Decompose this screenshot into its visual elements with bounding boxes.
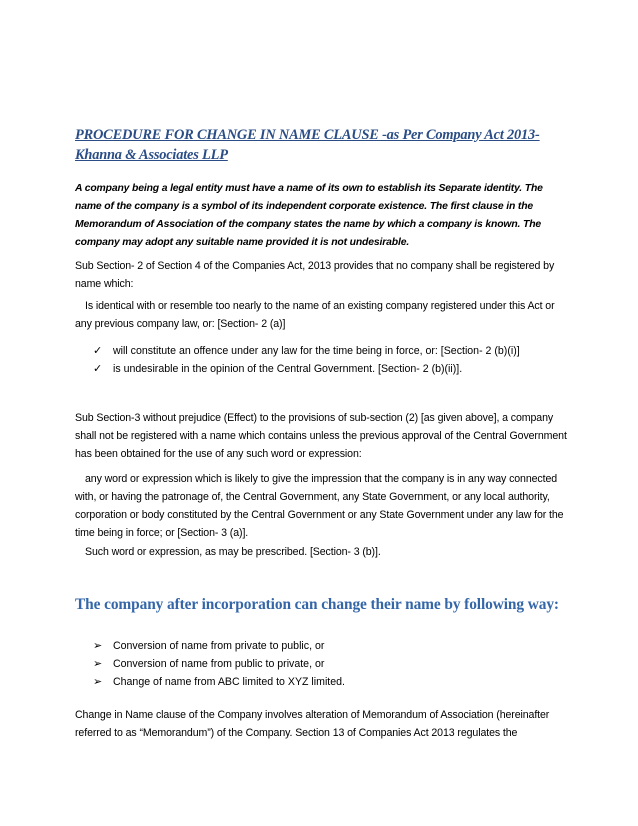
- arrow-list-item: [93, 673, 573, 691]
- checkmark-icon: ✓: [93, 363, 103, 375]
- arrow-bullet-icon: ➢: [93, 676, 103, 688]
- check-list: [93, 342, 573, 378]
- arrow-item-text: Change of name from ABC limited to XYZ limited.: [113, 676, 345, 688]
- arrow-list-item: [93, 637, 573, 655]
- arrow-item-text: Conversion of name from public to private, or: [113, 658, 325, 670]
- arrow-bullet-icon: ➢: [93, 658, 103, 670]
- check-list-item: [93, 360, 573, 378]
- paragraph-identical-name: Is identical with or resemble too nearly to the name of an existing company registered under this Act or any previous company law, or: [Section- 2 (a)]: [75, 300, 555, 330]
- arrow-item-text: Conversion of name from private to public, or: [113, 640, 325, 652]
- paragraph-name-clause: Change in Name clause of the Company involves alteration of Memorandum of Association (hereinafter referred to as “Memorandum”) of the Company. Section 13 of Companies Act 2013 regulates the: [75, 709, 550, 739]
- check-list-item: [93, 342, 573, 360]
- document-title: PROCEDURE FOR CHANGE IN NAME CLAUSE -as Per Company Act 2013- Khanna & Associates LLP: [75, 127, 540, 163]
- paragraph-word-expression: any word or expression which is likely to give the impression that the company is in any way connected with, or having the patronage of, the Central Government, any State Government, or any local authority, corporation or body constituted by the Central Government or any State Government under any law for the time being in force; or [Section- 3 (a)].: [75, 473, 564, 539]
- paragraph-subsection-2: Sub Section- 2 of Section 4 of the Companies Act, 2013 provides that no company shall be registered by name which:: [75, 260, 555, 290]
- arrow-bullet-icon: ➢: [93, 640, 103, 652]
- check-item-text: is undesirable in the opinion of the Central Government. [Section- 2 (b)(ii)].: [113, 363, 463, 375]
- arrow-list: [93, 637, 573, 691]
- check-item-text: will constitute an offence under any law for the time being in force, or: [Section- 2 (b)(i)]: [113, 345, 520, 357]
- arrow-list-item: [93, 655, 573, 673]
- section-heading: The company after incorporation can change their name by following way:: [75, 596, 559, 613]
- checkmark-icon: ✓: [93, 345, 103, 357]
- paragraph-prescribed: Such word or expression, as may be prescribed. [Section- 3 (b)].: [85, 546, 381, 558]
- intro-paragraph: A company being a legal entity must have a name of its own to establish its Separate identity. The name of the company is a symbol of its independent corporate existence. The first clause in the Memorandum of Association of the company states the name by which a company is known. The company may adopt any suitable name provided it is not undesirable.: [75, 183, 543, 248]
- paragraph-subsection-3: Sub Section-3 without prejudice (Effect) to the provisions of sub-section (2) [as given above], a company shall not be registered with a name which contains unless the previous approval of the Central Government has been obtained for the use of any such word or expression:: [75, 412, 567, 460]
